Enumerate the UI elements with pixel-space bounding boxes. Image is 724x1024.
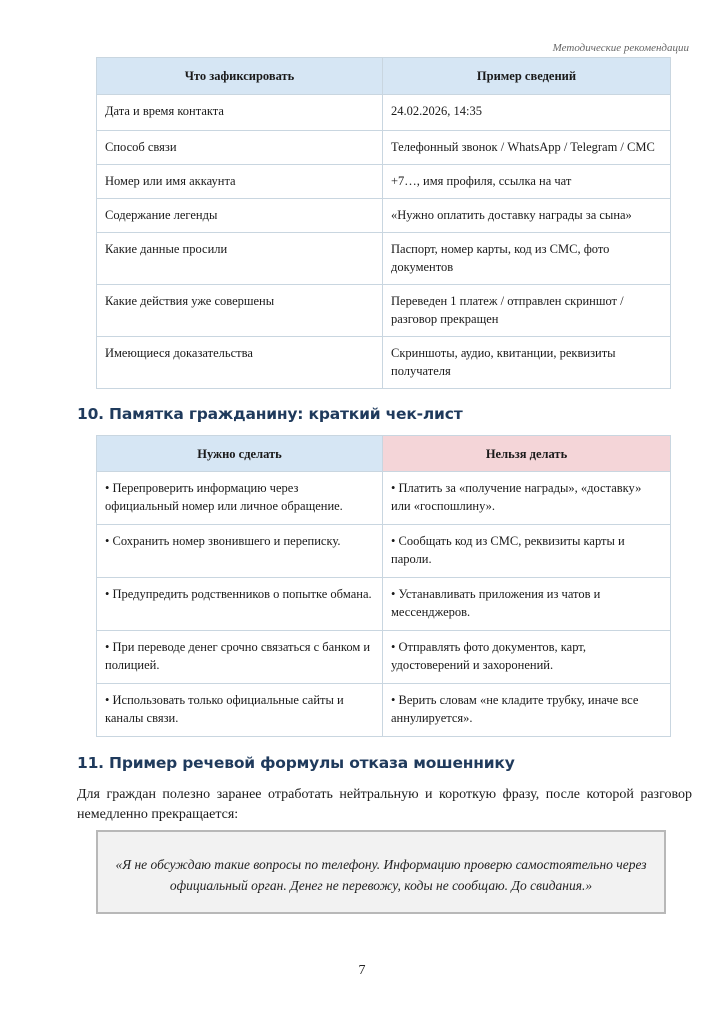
do-item: • При переводе денег срочно связаться с банком и полицией. <box>97 631 383 684</box>
refusal-quote-box <box>96 830 666 914</box>
dont-item: • Устанавливать приложения из чатов и мессенджеров. <box>383 578 671 631</box>
do-item: • Перепроверить информацию через официальный номер или личное обращение. <box>97 472 383 525</box>
dont-item: • Сообщать код из СМС, реквизиты карты и пароли. <box>383 525 671 578</box>
table-row <box>97 525 671 578</box>
refusal-quote-text: «Я не обсуждаю такие вопросы по телефону. Информацию проверю самостоятельно через официальный орган. Денег не перевожу, коды не сообщаю. До свидания.» <box>115 857 647 893</box>
dont-item: • Платить за «получение награды», «доставку» или «госпошлину». <box>383 472 671 525</box>
table-row <box>97 684 671 737</box>
table-row <box>97 233 671 285</box>
column-header-dont: Нельзя делать <box>383 436 671 472</box>
table-cell: Номер или имя аккаунта <box>97 165 383 199</box>
section-11-paragraph: Для граждан полезно заранее отработать нейтральную и короткую фразу, после которой разговор немедленно прекращается: <box>77 787 692 822</box>
do-item: • Предупредить родственников о попытке обмана. <box>97 578 383 631</box>
table-cell: Имеющиеся доказательства <box>97 337 383 389</box>
table-row <box>97 578 671 631</box>
table-row <box>97 165 671 199</box>
checklist-table <box>96 435 671 737</box>
table-cell: Какие данные просили <box>97 233 383 285</box>
table-row <box>97 631 671 684</box>
column-header-example: Пример сведений <box>383 58 671 95</box>
table-cell: Скриншоты, аудио, квитанции, реквизиты получателя <box>383 337 671 389</box>
table-row <box>97 95 671 131</box>
running-header: Методические рекомендации <box>552 42 689 54</box>
table-cell: 24.02.2026, 14:35 <box>383 95 671 131</box>
column-header-do: Нужно сделать <box>97 436 383 472</box>
page-number: 7 <box>358 963 366 978</box>
table-cell: Дата и время контакта <box>97 95 383 131</box>
table-cell: Содержание легенды <box>97 199 383 233</box>
record-table <box>96 57 671 389</box>
table-header-row <box>97 436 671 472</box>
table-row <box>97 199 671 233</box>
table-cell: Телефонный звонок / WhatsApp / Telegram / СМС <box>383 131 671 165</box>
table-cell: Переведен 1 платеж / отправлен скриншот / разговор прекращен <box>383 285 671 337</box>
table-row <box>97 131 671 165</box>
do-item: • Использовать только официальные сайты и каналы связи. <box>97 684 383 737</box>
table-cell: Какие действия уже совершены <box>97 285 383 337</box>
table-cell: +7…, имя профиля, ссылка на чат <box>383 165 671 199</box>
section-11-heading: 11. Пример речевой формулы отказа мошеннику <box>77 754 515 772</box>
column-header-what: Что зафиксировать <box>97 58 383 95</box>
table-cell: Паспорт, номер карты, код из СМС, фото документов <box>383 233 671 285</box>
section-10-heading: 10. Памятка гражданину: краткий чек-лист <box>77 405 463 423</box>
table-cell: Способ связи <box>97 131 383 165</box>
table-row <box>97 337 671 389</box>
table-row <box>97 285 671 337</box>
table-row <box>97 472 671 525</box>
dont-item: • Верить словам «не кладите трубку, иначе все аннулируется». <box>383 684 671 737</box>
table-cell: «Нужно оплатить доставку награды за сына» <box>383 199 671 233</box>
do-item: • Сохранить номер звонившего и переписку. <box>97 525 383 578</box>
dont-item: • Отправлять фото документов, карт, удостоверений и захоронений. <box>383 631 671 684</box>
table-header-row <box>97 58 671 95</box>
